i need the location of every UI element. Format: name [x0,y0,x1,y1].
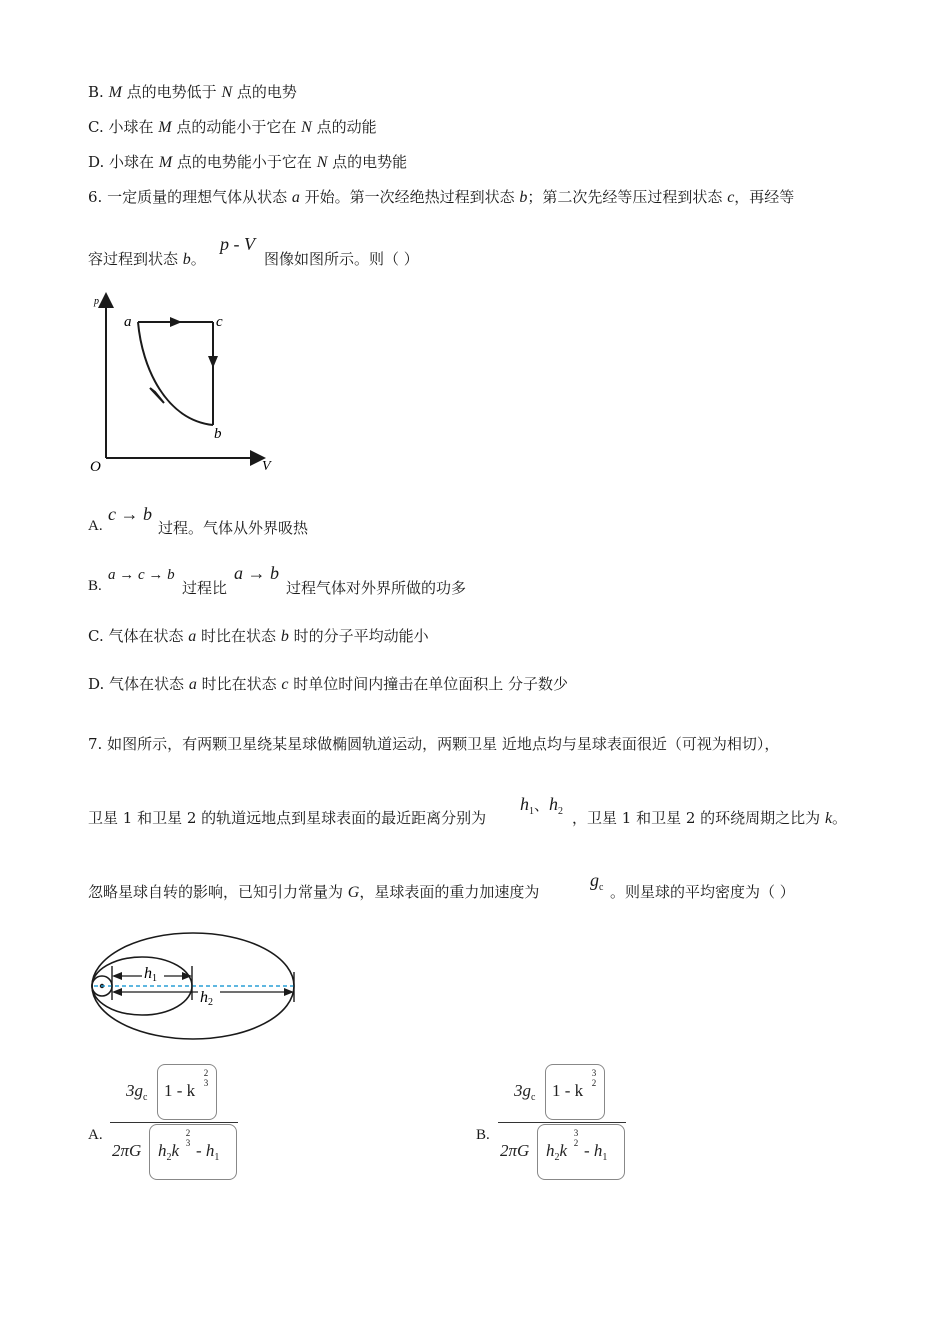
num-inner: 1 - k [164,1081,196,1100]
q6-option-a-math: c → b [108,504,152,524]
q6-option-b-math1: a → c → b [108,567,175,583]
den-exp: 2 3 [185,1128,191,1148]
q7-h1-h2: $h_1$、$h_2$ [520,794,564,817]
num-exp: 3 2 [591,1068,597,1088]
q7-option-a-label: A. [88,1127,103,1143]
h2-label: h2 [200,989,213,1008]
orbit-figure [86,928,301,1048]
pv-graph [86,288,281,478]
q6-option-a-text: 过程。气体从外界吸热 [158,519,309,537]
q7-stem-line2a: 卫星 1 和卫星 2 的轨道远地点到星球表面的最近距离分别为 [88,809,487,827]
q6-option-b-mid: 过程比 [182,579,228,597]
q6-option-d: D. 气体在状态 a 时比在状态 c 时单位时间内撞击在单位面积上 分子数少 [88,675,569,693]
q7-stem-line1: 7. 如图所示，有两颗卫星绕某星球做椭圆轨道运动，两颗卫星 近地点均与星球表面很近（可视为相切）， [88,735,780,753]
q6-option-b-text: 过程气体对外界所做的功多 [286,579,467,597]
q7-option-b-fraction [496,1062,628,1182]
q6-option-b-label: B. [88,578,102,594]
fraction-bar [498,1122,626,1123]
h2-arrow-left [112,988,122,996]
q6-option-c: C. 气体在状态 a 时比在状态 b 时的分子平均动能小 [88,627,429,645]
q5-option-c: C. 小球在 M 点的动能小于它在 N 点的动能 [88,118,377,136]
q6-stem-line2: 容过程到状态 b。 [88,250,206,268]
q5-option-d: D. 小球在 M 点的电势能小于它在 N 点的电势能 [88,153,408,171]
h1-label: h1 [144,965,157,984]
q6-option-a-label: A. [88,518,103,534]
q6-pv-formula: p - V [220,234,255,254]
isochoric-arrow [208,356,218,368]
adiabatic-curve [138,322,213,425]
den-exp: 3 2 [573,1128,579,1148]
h1-arrow-left [112,972,122,980]
q7-stem-line3c: 。则星球的平均密度为（ ） [610,883,795,901]
num-coef: $3g_c$ [514,1081,536,1103]
q7-gc: $g_c$ [590,870,604,893]
den-tail: - $h_1$ [584,1141,608,1163]
p-axis-label: p [94,296,99,307]
den-tail: - $h_1$ [196,1141,220,1163]
point-c-label: c [216,314,223,330]
den-coef: 2πG [500,1141,530,1160]
q7-stem-line3a: 忽略星球自转的影响，已知引力常量为 G，星球表面的重力加速度为 [88,883,540,901]
den-coef: 2πG [112,1141,142,1160]
q7-option-b-label: B. [476,1127,490,1143]
fraction-bar [110,1122,238,1123]
q6-stem-line2-end: 图像如图所示。则（ ） [264,250,419,268]
q5-option-b: B. M 点的电势低于 N 点的电势 [88,83,297,101]
num-exp: 2 3 [203,1068,209,1088]
q7-option-a-fraction [108,1062,240,1182]
den-body: $h_2k$ [158,1141,180,1163]
q7-stem-line2b: ，卫星 1 和卫星 2 的环绕周期之比为 k。 [572,809,848,827]
num-coef: $3g_c$ [126,1081,148,1103]
den-body: $h_2k$ [546,1141,568,1163]
point-b-label: b [214,426,222,442]
q6-stem-line1: 6. 一定质量的理想气体从状态 a 开始。第一次经绝热过程到状态 b；第二次先经等压过程到状态 c，再经等 [88,188,795,206]
adiabatic-arrow [150,388,164,403]
origin-label: O [90,459,101,475]
v-axis-label: V [262,459,271,474]
num-inner: 1 - k [552,1081,584,1100]
q6-option-b-math2: a → b [234,563,279,583]
point-a-label: a [124,314,132,330]
isobaric-arrow [170,317,182,327]
